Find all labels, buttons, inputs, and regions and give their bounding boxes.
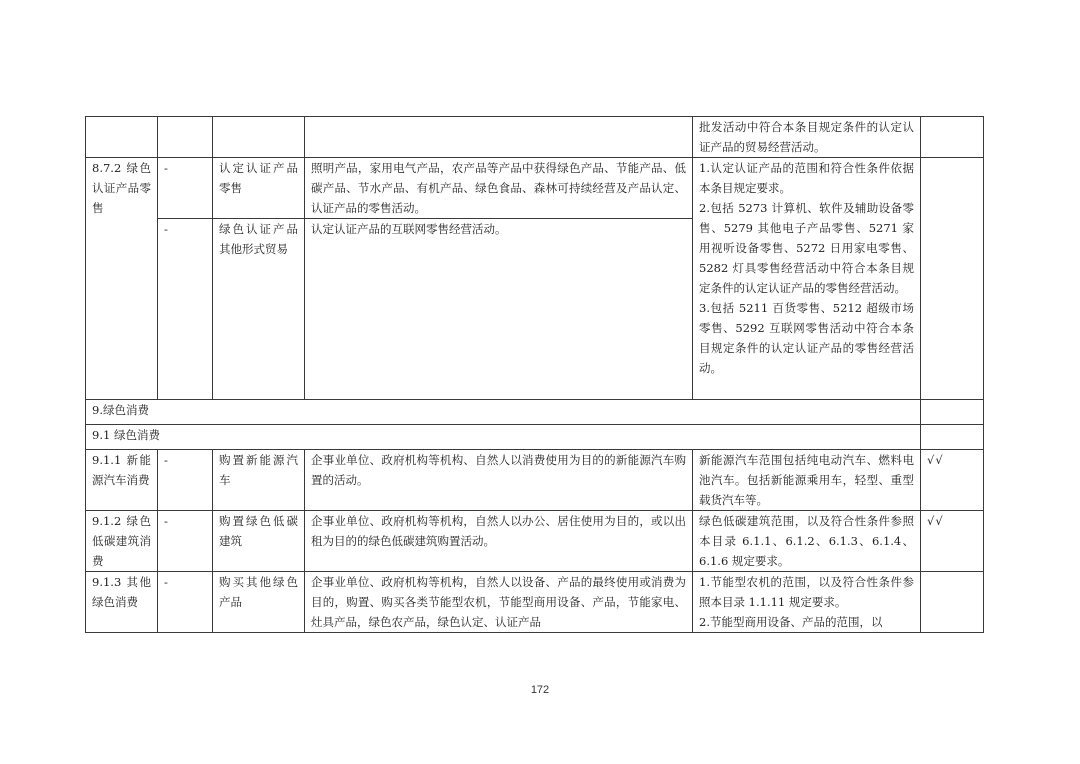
item-code-cell: 9.1.3 其他绿色消费 <box>86 572 158 633</box>
note-cell: 批发活动中符合本条目规定条件的认定认证产品的贸易经营活动。 <box>693 117 921 158</box>
mark-cell <box>921 158 984 400</box>
section-heading: 9.1 绿色消费 <box>86 425 921 450</box>
item-code-cell: 9.1.2 绿色低碳建筑消费 <box>86 511 158 572</box>
mark-cell <box>921 572 984 633</box>
note-cell: 新能源汽车范围包括纯电动汽车、燃料电池汽车。包括新能源乘用车，轻型、重型载货汽车等。 <box>693 450 921 511</box>
note-cell: 绿色低碳建筑范围，以及符合性条件参照本目录 6.1.1、6.1.2、6.1.3、6.1.4、6.1.6 规定要求。 <box>693 511 921 572</box>
dash-cell: - <box>158 450 213 511</box>
item-code-cell: 9.1.1 新能源汽车消费 <box>86 450 158 511</box>
description-cell: 企事业单位、政府机构等机构，自然人以设备、产品的最终使用或消费为目的，购置、购买各类节能型农机，节能型商用设备、产品，节能家电、灶具产品，绿色农产品，绿色认定、认证产品 <box>305 572 693 633</box>
dash-cell: - <box>158 511 213 572</box>
table-row <box>86 572 984 633</box>
item-name-cell: 购买其他绿色产品 <box>213 572 305 633</box>
table-row <box>86 400 984 425</box>
item-name-cell: 认定认证产品零售 <box>213 158 305 219</box>
note-cell: 1.节能型农机的范围，以及符合性条件参照本目录 1.1.11 规定要求。 2.节能型商用设备、产品的范围，以 <box>693 572 921 633</box>
item-name-cell: 购置新能源汽车 <box>213 450 305 511</box>
item-name-cell: 购置绿色低碳建筑 <box>213 511 305 572</box>
note-cell: 1.认定认证产品的范围和符合性条件依据本条目规定要求。 2.包括 5273 计算机、软件及辅助设备零售、5279 其他电子产品零售、5271 家用视听设备零售、5272 日用家电零售、5282 灯具零售经营活动中符合本条目规定条件的认定认证产品的零售经营活动。 3.包括 5211 百货零售、5212 超级市场零售、5292 互联网零售活动中符合本条目规定条件的认定认证产品的零售经营活动。 <box>693 158 921 400</box>
table-row <box>86 117 984 158</box>
table-row <box>86 450 984 511</box>
item-code-cell: 8.7.2 绿色认证产品零售 <box>86 158 158 400</box>
table-row <box>86 511 984 572</box>
page-number: 172 <box>530 684 550 696</box>
dash-cell: - <box>158 572 213 633</box>
dash-cell: - <box>158 158 213 219</box>
check-mark: √√ <box>921 450 984 511</box>
dash-cell: - <box>158 219 213 400</box>
item-name-cell: 绿色认证产品其他形式贸易 <box>213 219 305 400</box>
description-cell: 企事业单位、政府机构等机构、自然人以消费使用为目的的新能源汽车购置的活动。 <box>305 450 693 511</box>
section-heading: 9.绿色消费 <box>86 400 921 425</box>
description-cell: 照明产品，家用电气产品，农产品等产品中获得绿色产品、节能产品、低碳产品、节水产品、有机产品、绿色食品、森林可持续经营及产品认定、认证产品的零售活动。 <box>305 158 693 219</box>
description-cell: 认定认证产品的互联网零售经营活动。 <box>305 219 693 400</box>
table-row <box>86 425 984 450</box>
catalog-table <box>85 116 984 633</box>
table-row <box>86 158 984 219</box>
check-mark: √√ <box>921 511 984 572</box>
description-cell: 企事业单位、政府机构等机构，自然人以办公、居住使用为目的，或以出租为目的的绿色低碳建筑购置活动。 <box>305 511 693 572</box>
